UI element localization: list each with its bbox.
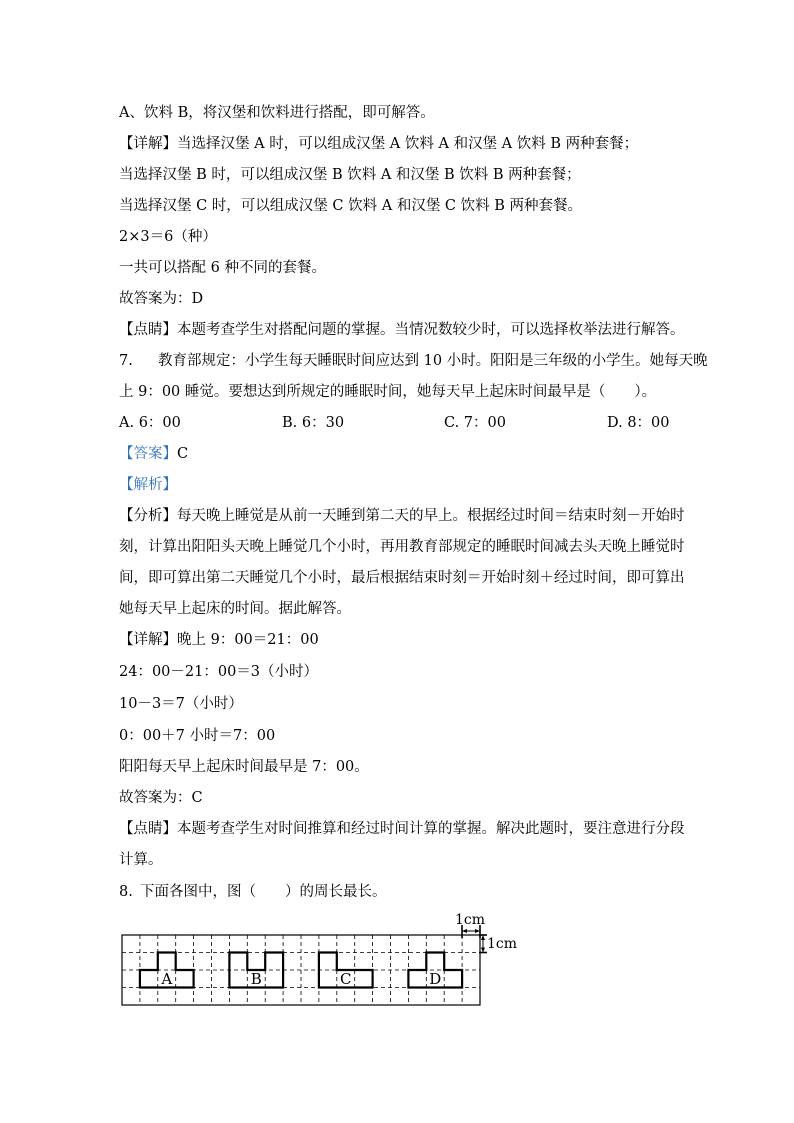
detail-text: 10－3＝7（小时）	[119, 696, 243, 712]
detail-line	[119, 134, 638, 154]
detail-text: 晚上 9：00＝21：00	[177, 632, 319, 648]
unit-width-label: 1cm	[455, 912, 486, 928]
option-label: A.	[119, 415, 135, 431]
comment-text: 本题考查学生对搭配问题的掌握。当情况数较少时，可以选择枚举法进行解答。	[177, 322, 685, 338]
q7-answer-line	[119, 444, 188, 464]
conclusion-line	[119, 289, 203, 309]
answer-label: 【答案】	[119, 446, 177, 462]
detail-line	[119, 227, 217, 247]
q7-analysis-line	[119, 537, 685, 557]
detail-text: 0：00＋7 小时＝7：00	[119, 728, 276, 744]
unit-height-annotation	[479, 935, 517, 953]
q7-stem-line	[119, 382, 656, 402]
q7-stem-line	[119, 351, 708, 371]
solution-label: 【解析】	[119, 477, 177, 493]
analysis-text: 刻，计算出阳阳头天晚上睡觉几个小时，再用教育部规定的睡眠时间减去头天晚上睡觉时	[119, 539, 685, 555]
analysis-tail-line	[119, 103, 435, 123]
detail-text: 当选择汉堡 A 时，可以组成汉堡 A 饮料 A 和汉堡 A 饮料 B 两种套餐；	[177, 136, 639, 152]
analysis-text: 每天晚上睡觉是从前一天睡到第二天的早上。根据经过时间＝结束时刻－开始时	[177, 508, 685, 524]
analysis-text: 间，即可算出第二天睡觉几个小时，最后根据结束时刻＝开始时刻＋经过时间，即可算出	[119, 570, 685, 586]
analysis-text: 她每天早上起床的时间。据此解答。	[119, 601, 351, 617]
option-b	[282, 413, 344, 433]
q7-detail-line	[119, 630, 319, 650]
shape-label-b: B	[250, 969, 262, 988]
analysis-label: 【分析】	[119, 508, 177, 524]
option-label: B.	[282, 415, 298, 431]
conclusion-text: 故答案为：C	[119, 790, 203, 806]
conclusion-text: 故答案为：D	[119, 291, 204, 307]
detail-text: 2×3＝6（种）	[119, 229, 217, 245]
q7-detail-line	[119, 726, 275, 746]
unit-height-label: 1cm	[487, 936, 518, 952]
q7-analysis-line	[119, 599, 351, 619]
option-text: 6：30	[301, 415, 345, 431]
analysis-tail-text: A、饮料 B，将汉堡和饮料进行搭配，即可解答。	[119, 105, 435, 121]
detail-label: 【详解】	[119, 136, 177, 152]
q7-comment-line	[119, 819, 685, 839]
q8-number: 8.	[119, 884, 133, 900]
q7-solution-heading	[119, 475, 177, 495]
grid-figure	[100, 900, 540, 1015]
q7-stem-text: 上 9：00 睡觉。要想达到所规定的睡眠时间，她每天早上起床时间最早是（ ）。	[119, 384, 657, 400]
q7-analysis-line	[119, 506, 685, 526]
shape-label-c: C	[340, 969, 352, 988]
detail-line	[119, 165, 581, 185]
detail-text: 阳阳每天早上起床时间最早是 7：00。	[119, 759, 369, 775]
answer-value: C	[177, 446, 189, 462]
detail-text: 当选择汉堡 C 时，可以组成汉堡 C 饮料 A 和汉堡 C 饮料 B 两种套餐。	[119, 198, 582, 214]
q7-analysis-line	[119, 568, 685, 588]
comment-label: 【点睛】	[119, 821, 177, 837]
comment-text: 本题考查学生对时间推算和经过时间计算的掌握。解决此题时，要注意进行分段	[177, 821, 685, 837]
q7-detail-line	[119, 757, 369, 777]
option-text: 7：00	[463, 415, 506, 431]
detail-line	[119, 196, 582, 216]
comment-label: 【点睛】	[119, 322, 177, 338]
detail-line	[119, 258, 326, 278]
comment-line	[119, 320, 685, 340]
detail-text: 一共可以搭配 6 种不同的套餐。	[119, 260, 326, 276]
detail-label: 【详解】	[119, 632, 177, 648]
comment-text: 计算。	[119, 852, 163, 868]
q8-stem-text: 下面各图中，图（ ）的周长最长。	[140, 884, 387, 900]
q7-detail-line	[119, 694, 243, 714]
q7-stem-text: 教育部规定：小学生每天睡眠时间应达到 10 小时。阳阳是三年级的小学生。她每天晚	[158, 353, 708, 369]
option-text: 8：00	[627, 415, 670, 431]
q7-options	[0, 413, 794, 433]
unit-width-annotation	[455, 912, 485, 938]
q7-number: 7.	[119, 353, 133, 369]
option-text: 6：00	[138, 415, 181, 431]
shape-label-a: A	[161, 969, 173, 988]
option-a	[119, 413, 181, 433]
option-label: C.	[444, 415, 460, 431]
shape-label-d: D	[429, 969, 442, 988]
detail-text: 24：00－21：00＝3（小时）	[119, 664, 319, 680]
q7-detail-line	[119, 662, 318, 682]
q8-stem-line	[119, 882, 387, 902]
q7-comment-line	[119, 850, 163, 870]
option-c	[444, 413, 506, 433]
option-d	[607, 413, 670, 433]
q7-conclusion-line	[119, 788, 203, 808]
detail-text: 当选择汉堡 B 时，可以组成汉堡 B 饮料 A 和汉堡 B 饮料 B 两种套餐；	[119, 167, 581, 183]
option-label: D.	[607, 415, 623, 431]
